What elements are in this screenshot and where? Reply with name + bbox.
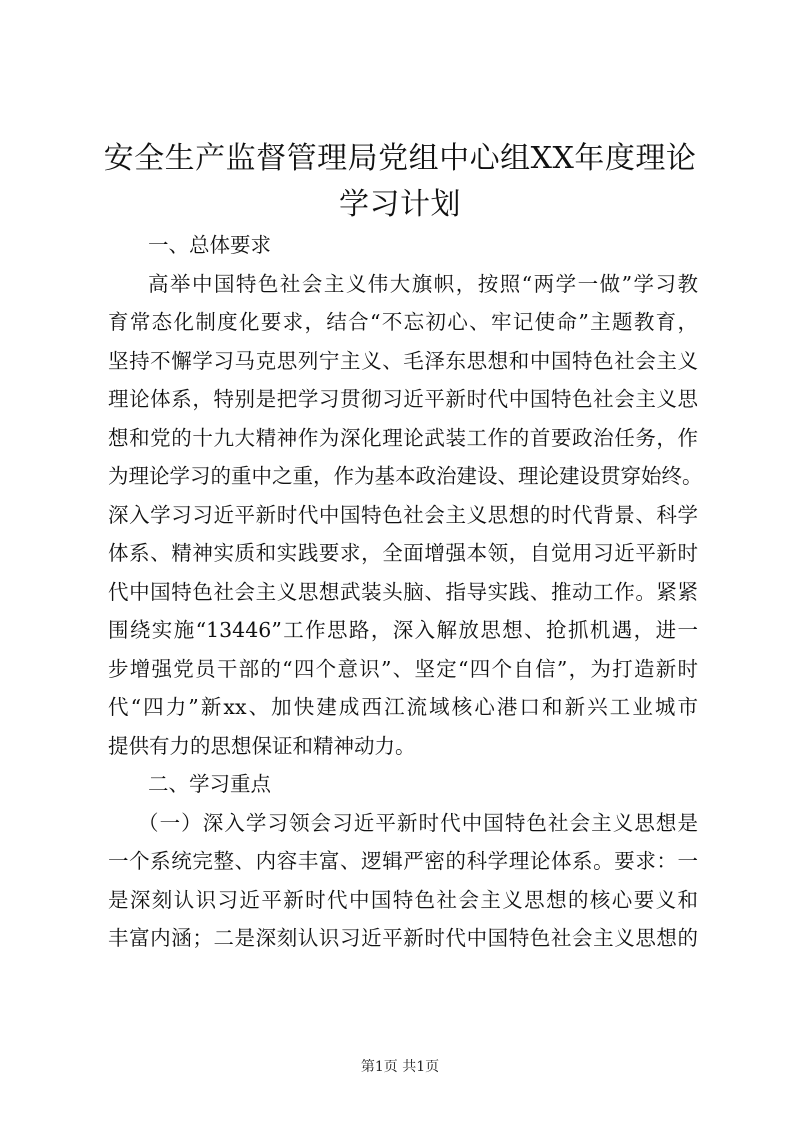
paragraph-line: 步增强党员干部的“四个意识”、坚定“四个自信”，为打造新时 xyxy=(108,656,698,681)
paragraph-line: 代中国特色社会主义思想武装头脑、指导实践、推动工作。紧紧 xyxy=(108,579,698,604)
paragraph-line: 想和党的十九大精神作为深化理论武装工作的首要政治任务，作 xyxy=(108,425,698,450)
paragraph-line: 一个系统完整、内容丰富、逻辑严密的科学理论体系。要求：一 xyxy=(108,849,698,873)
paragraph-line: 是深刻认识习近平新时代中国特色社会主义思想的核心要义和 xyxy=(108,887,698,912)
paragraph-line: 理论体系，特别是把学习贯彻习近平新时代中国特色社会主义思 xyxy=(108,387,698,411)
paragraph-line: 体系、精神实质和实践要求，全面增强本领，自觉用习近平新时 xyxy=(108,541,698,565)
section-heading: 一、总体要求 xyxy=(148,233,271,257)
paragraph-line: 育常态化制度化要求，结合“不忘初心、牢记使命”主题教育， xyxy=(108,310,698,334)
title-line: 学习计划 xyxy=(339,187,461,222)
paragraph-line: 代“四力”新xx、加快建成西江流域核心港口和新兴工业城市 xyxy=(108,695,698,719)
section-heading: 二、学习重点 xyxy=(148,772,271,796)
page-footer: 第1页 共1页 xyxy=(360,1059,440,1075)
title-line: 安全生产监督管理局党组中心组XX年度理论 xyxy=(103,141,697,176)
paragraph-line: 为理论学习的重中之重，作为基本政治建设、理论建设贯穿始终。 xyxy=(108,464,703,488)
document-title xyxy=(100,136,700,228)
paragraph-line: 提供有力的思想保证和精神动力。 xyxy=(108,733,416,758)
document-body xyxy=(108,226,703,958)
paragraph-line: 深入学习习近平新时代中国特色社会主义思想的时代背景、科学 xyxy=(108,502,698,527)
paragraph-line: 围绕实施“13446”工作思路，深入解放思想、抢抓机遇，进一 xyxy=(108,618,698,642)
paragraph-line: （一）深入学习领会习近平新时代中国特色社会主义思想是 xyxy=(138,810,698,835)
paragraph-line: 坚持不懈学习马克思列宁主义、毛泽东思想和中国特色社会主义 xyxy=(108,348,698,373)
paragraph-line: 丰富内涵；二是深刻认识习近平新时代中国特色社会主义思想的 xyxy=(108,926,698,950)
paragraph-line: 高举中国特色社会主义伟大旗帜，按照“两学一做”学习教 xyxy=(148,271,698,296)
